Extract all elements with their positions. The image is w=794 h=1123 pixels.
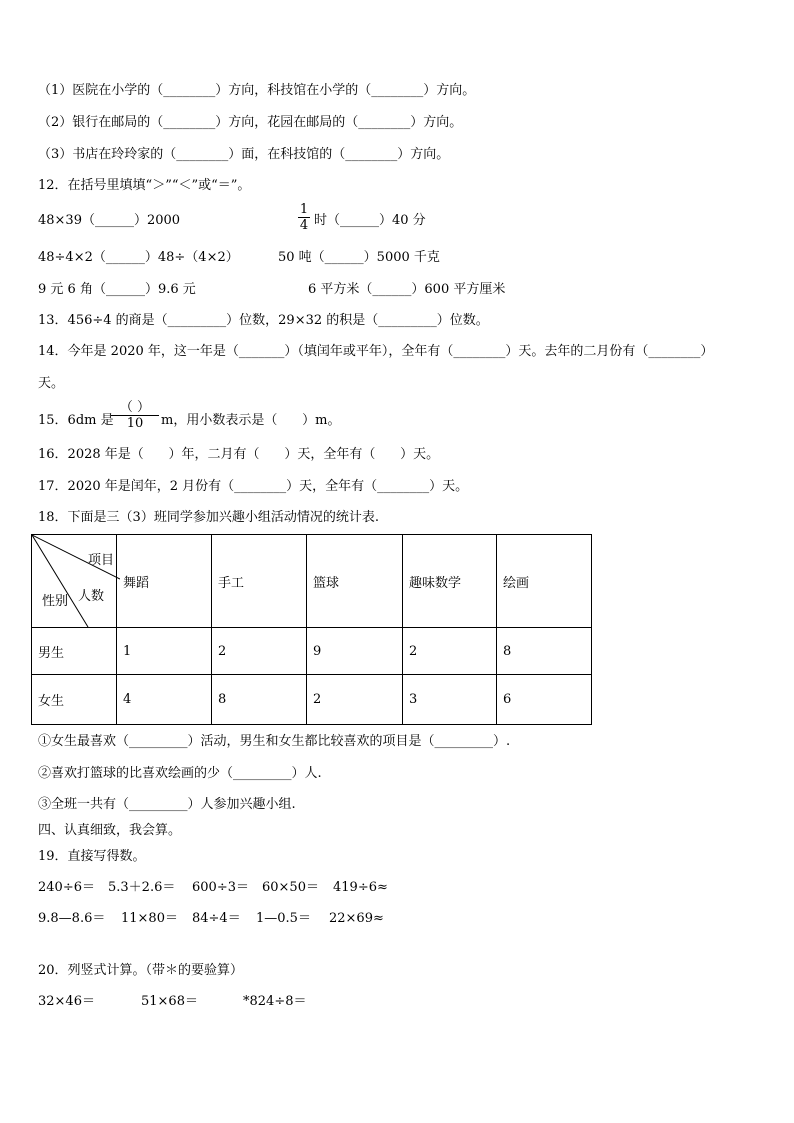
stat-table — [31, 534, 592, 725]
header-cell: 舞蹈 — [117, 535, 212, 628]
q12-r2b: 50 吨（______）5000 千克 — [278, 250, 440, 265]
table-cell: 2 — [403, 628, 497, 675]
table-row — [32, 628, 592, 675]
header-cell: 趣味数学 — [403, 535, 497, 628]
q13: 13．456÷4 的商是（_________）位数，29×32 的积是（_________）位数。 — [38, 313, 489, 328]
q12-fraction — [298, 202, 310, 233]
q18-question-b: ②喜欢打篮球的比喜欢绘画的少（_________）人. — [38, 766, 322, 781]
calc-item: *824÷8＝ — [243, 994, 307, 1009]
table-cell: 1 — [117, 628, 212, 675]
q15-frac-den: 10 — [111, 415, 159, 431]
calc-item: 32×46＝ — [38, 994, 95, 1009]
q17: 17．2020 年是闰年，2 月份有（________）天，全年有（________）天。 — [38, 479, 469, 494]
table-row — [32, 675, 592, 725]
q12-r3a: 9 元 6 角（______）9.6 元 — [38, 282, 196, 297]
table-header-row — [32, 535, 592, 628]
q12-frac-num: 1 — [299, 202, 309, 217]
q11-sub2: （2）银行在邮局的（________）方向，花园在邮局的（________）方向。 — [38, 115, 463, 130]
q19-title: 19．直接写得数。 — [38, 849, 146, 864]
q20-title: 20．列竖式计算。（带＊的要验算） — [38, 963, 244, 978]
calc-item: 600÷3＝ — [192, 880, 249, 895]
q11-sub1: （1）医院在小学的（________）方向，科技馆在小学的（________）方向。 — [38, 83, 476, 98]
table-cell: 4 — [117, 675, 212, 725]
q12-title: 12．在括号里填填“＞”“＜”或“＝”。 — [38, 178, 251, 193]
table-cell: 2 — [307, 675, 403, 725]
calc-item: 51×68＝ — [141, 994, 198, 1009]
q15-post: m，用小数表示是（ ）m。 — [161, 413, 341, 428]
corner-count-label: 人数 — [78, 589, 105, 604]
q16: 16．2028 年是（ ）年，二月有（ ）天，全年有（ ）天。 — [38, 447, 440, 462]
calc-item: 22×69≈ — [329, 911, 384, 926]
header-cell: 绘画 — [497, 535, 592, 628]
section-heading: 四、认真细致，我会算。 — [38, 823, 182, 838]
q15-fraction — [111, 400, 159, 431]
header-cell: 手工 — [212, 535, 307, 628]
calc-item: 84÷4＝ — [192, 911, 241, 926]
q12-r2a: 48÷4×2（______）48÷（4×2） — [38, 250, 239, 265]
table-cell: 9 — [307, 628, 403, 675]
table-cell: 8 — [212, 675, 307, 725]
q12-r3b: 6 平方米（______）600 平方厘米 — [308, 282, 506, 297]
table-cell: 3 — [403, 675, 497, 725]
calc-item: 60×50＝ — [262, 880, 319, 895]
corner-gender-label: 性别 — [42, 594, 69, 609]
header-cell: 篮球 — [307, 535, 403, 628]
q11-sub3: （3）书店在玲玲家的（________）面，在科技馆的（________）方向。 — [38, 147, 450, 162]
q18-question-c: ③全班一共有（_________）人参加兴趣小组. — [38, 797, 296, 812]
q15-frac-num: （ ） — [119, 400, 151, 415]
table-cell: 6 — [497, 675, 592, 725]
calc-item: 240÷6＝ — [38, 880, 95, 895]
calc-item: 5.3＋2.6＝ — [108, 880, 176, 895]
row-label: 女生 — [32, 675, 117, 725]
calc-item: 1—0.5＝ — [256, 911, 311, 926]
q14-line2: 天。 — [38, 376, 65, 391]
q14-line1: 14．今年是 2020 年，这一年是（_______）（填闰年或平年），全年有（________）天。去年的二月份有（________） — [38, 344, 714, 359]
row-label: 男生 — [32, 628, 117, 675]
corner-item-label: 项目 — [88, 553, 115, 568]
table-cell: 8 — [497, 628, 592, 675]
q12-frac-den: 4 — [299, 218, 309, 233]
q12-r1a: 48×39（______）2000 — [38, 213, 181, 228]
table-cell: 2 — [212, 628, 307, 675]
q18-question-a: ①女生最喜欢（_________）活动，男生和女生都比较喜欢的项目是（_________）. — [38, 734, 511, 749]
diagonal-header-cell — [32, 535, 117, 628]
calc-item: 419÷6≈ — [333, 880, 388, 895]
q12-r1b: 时（______）40 分 — [314, 213, 426, 228]
q15-pre: 15．6dm 是 — [38, 413, 114, 428]
q18-title: 18．下面是三（3）班同学参加兴趣小组活动情况的统计表. — [38, 510, 379, 525]
calc-item: 9.8—8.6＝ — [38, 911, 106, 926]
calc-item: 11×80＝ — [121, 911, 178, 926]
